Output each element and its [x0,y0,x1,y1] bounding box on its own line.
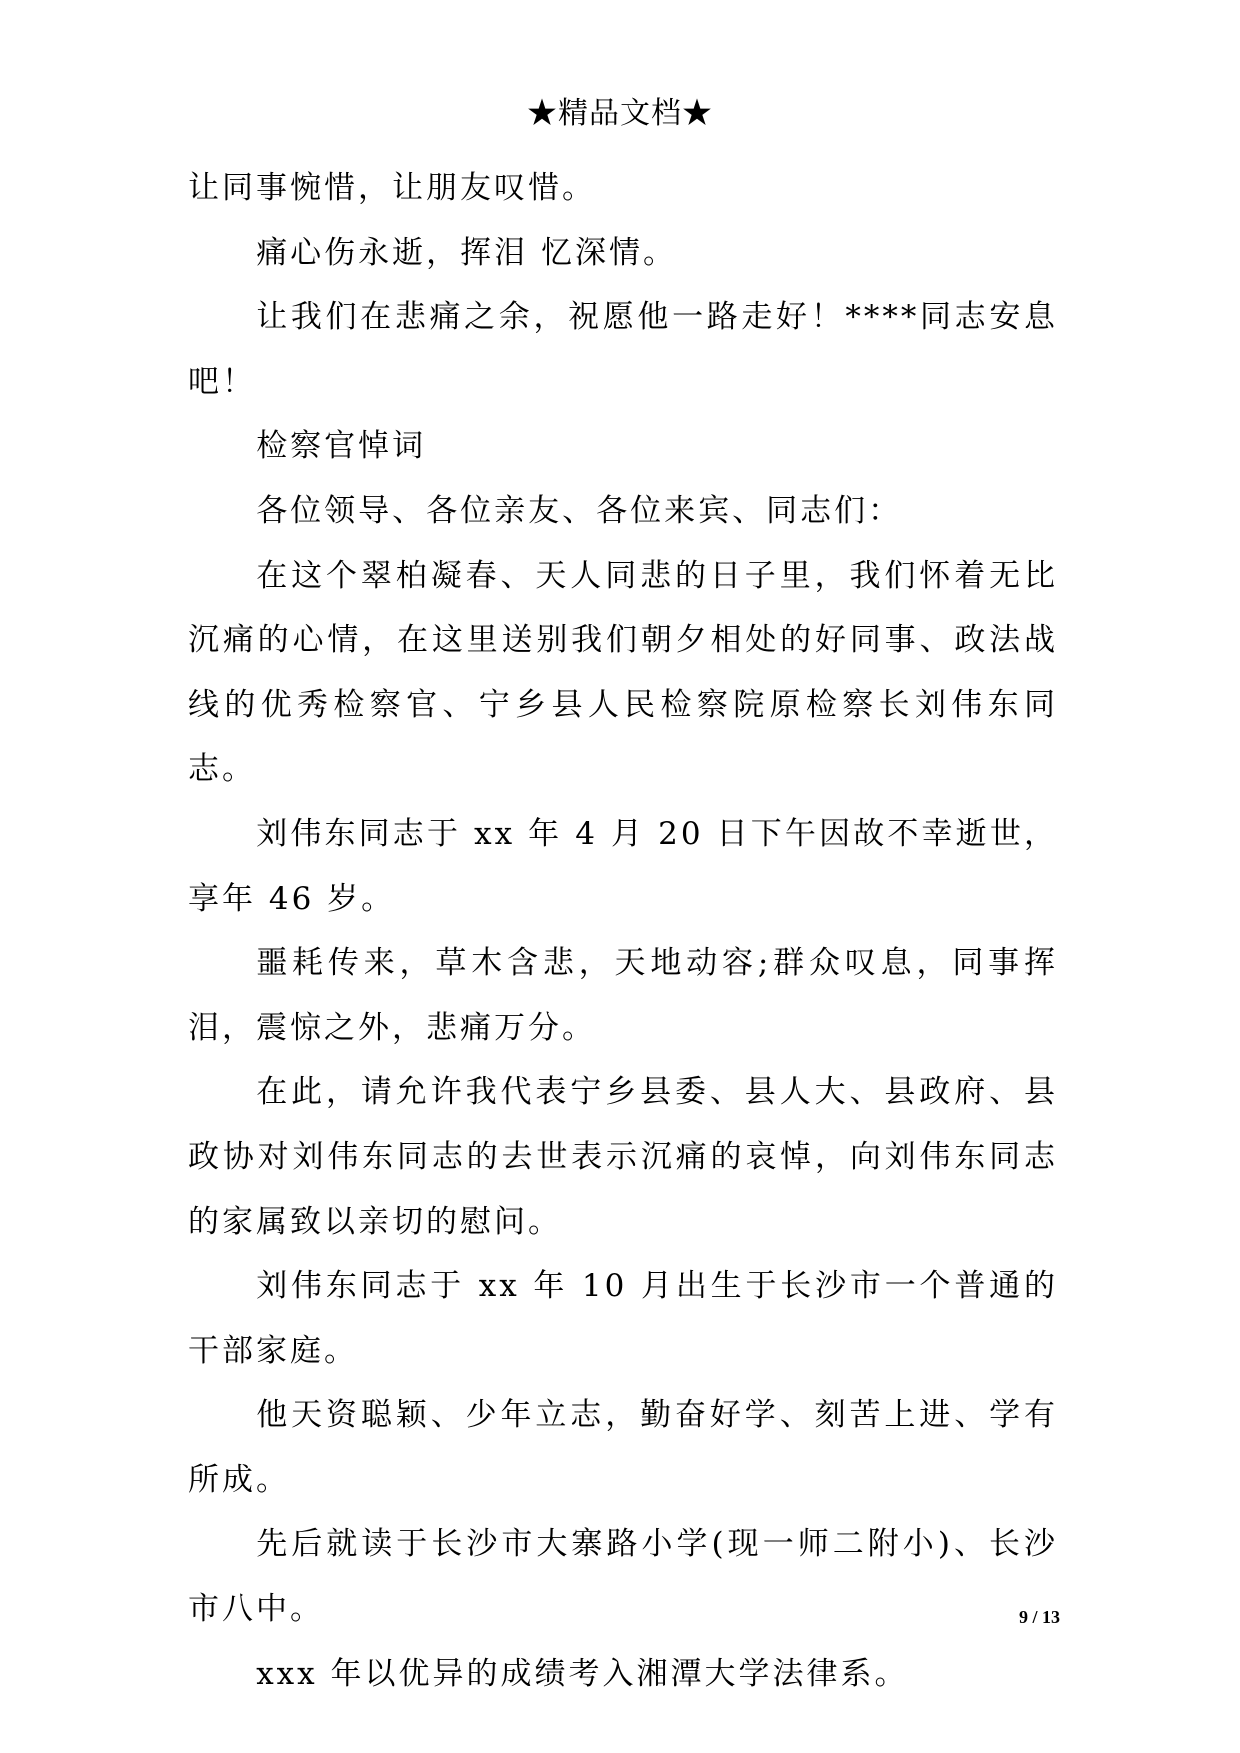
header-title: ★精品文档★ [527,96,713,131]
page-number-label: 9 / 13 [1018,1607,1060,1627]
paragraph: xxx 年以优异的成绩考入湘潭大学法律系。 [256,1655,909,1692]
page-number [940,1605,1060,1629]
paragraph: 痛心伤永逝，挥泪 忆深情。 [256,234,678,271]
page-header [0,86,1240,142]
paragraph: 在此，请允许我代表宁乡县委、县人大、县政府、县政协对刘伟东同志的去世表示沉痛的哀悼，向刘伟东同志的家属致以亲切的慰问。 [188,1074,1058,1240]
paragraph: 刘伟东同志于 xx 年 4 月 20 日下午因故不幸逝世，享年 46 岁。 [188,815,1058,917]
paragraph: 他天资聪颖、少年立志，勤奋好学、刻苦上进、学有所成。 [188,1397,1058,1498]
document-body [188,156,1058,1706]
salutation: 各位领导、各位亲友、各位来宾、同志们： [256,492,903,529]
section-heading: 检察官悼词 [256,428,427,465]
paragraph: 噩耗传来，草木含悲，天地动容;群众叹息，同事挥泪，震惊之外，悲痛万分。 [188,945,1058,1046]
paragraph: 让同事惋惜，让朋友叹惜。 [188,170,596,206]
paragraph: 刘伟东同志于 xx 年 10 月出生于长沙市一个普通的干部家庭。 [188,1268,1058,1369]
paragraph: 让我们在悲痛之余，祝愿他一路走好！****同志安息吧！ [188,299,1058,400]
paragraph: 在这个翠柏凝春、天人同悲的日子里，我们怀着无比沉痛的心情，在这里送别我们朝夕相处的好同事、政法战线的优秀检察官、宁乡县人民检察院原检察长刘伟东同志。 [188,557,1058,788]
paragraph: 先后就读于长沙市大寨路小学(现一师二附小)、长沙市八中。 [188,1526,1058,1628]
